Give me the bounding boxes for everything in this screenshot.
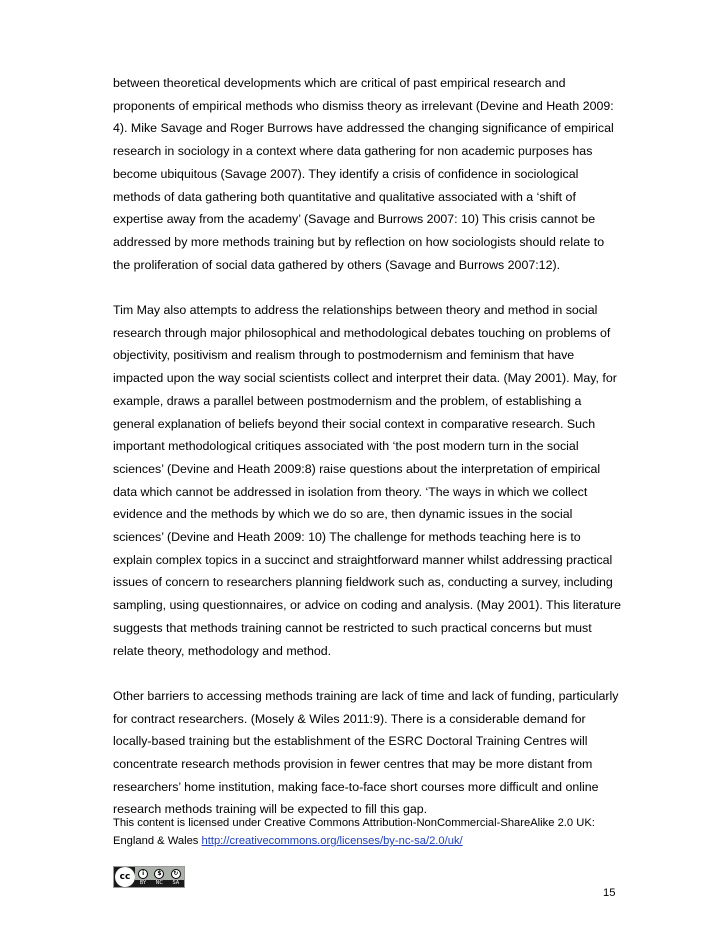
text-line: important methodological critiques associated with ‘the post modern turn in the social [113,439,579,454]
text-line: researchers’ home institution, making face-to-face short courses more difficult and online [113,779,599,794]
text-line: concentrate research methods provision in fewer centres that may be more distant from [113,757,593,772]
text-line: expertise away from the academy’ (Savage and Burrows 2007: 10) This crisis cannot be [113,212,596,227]
text-line: sciences’ (Devine and Heath 2009: 10) The challenge for methods teaching here is to [113,530,581,545]
cc-label-row [135,880,184,887]
license-prefix: England & Wales [113,835,202,847]
text-line: data which cannot be addressed in isolation from theory. ‘The ways in which we collect [113,484,588,499]
text-line: Tim May also attempts to address the relationships between theory and method in social [113,303,598,318]
paragraph-3 [113,685,633,821]
paragraph-1 [113,72,633,276]
cc-label-by: BY [139,880,147,886]
page-number: 15 [603,887,616,899]
text-line: relate theory, methodology and method. [113,643,332,658]
text-line: general explanation of beliefs beyond their social context in comparative research. Such [113,416,596,431]
cc-license-badge[interactable] [113,866,185,888]
text-line: objectivity, positivism and realism through to postmodernism and feminism that have [113,348,575,363]
text-line: methods of data gathering both quantitative and qualitative associated with a ‘shift of [113,189,576,204]
text-line: between theoretical developments which are critical of past empirical research and [113,76,566,90]
text-line: become ubiquitous (Savage 2007). They identify a crisis of confidence in sociological [113,166,579,181]
text-line: suggests that methods training cannot be restricted to such practical concerns but must [113,620,592,635]
license-text: This content is licensed under Creative Commons Attribution-NonCommercial-ShareAlike 2.0 UK: [113,817,595,829]
attribution-icon: i [138,869,148,879]
body-text [113,72,633,844]
text-line: for contract researchers. (Mosely & Wiles 2011:9). There is a considerable demand for [113,711,586,726]
cc-label-nc: NC [155,880,163,886]
text-line: locally-based training but the establishment of the ESRC Doctoral Training Centres will [113,734,588,749]
text-line: example, draws a parallel between postmodernism and the problem, of establishing a [113,393,582,408]
license-link[interactable]: http://creativecommons.org/licenses/by-nc-sa/2.0/uk/ [201,835,463,847]
text-line: Other barriers to accessing methods training are lack of time and lack of funding, particularly [113,688,619,703]
text-line: the proliferation of social data gathered by others (Savage and Burrows 2007:12). [113,257,561,272]
sharealike-icon: ↻ [171,869,181,879]
text-line: proponents of empirical methods who dismiss theory as irrelevant (Devine and Heath 2009: [113,98,614,113]
license-footer [113,814,633,850]
text-line: impacted upon the way social scientists collect and interpret their data. (May 2001). May, for [113,371,617,386]
cc-icon: cc [115,867,135,887]
paragraph-2 [113,299,633,662]
text-line: sampling, using questionnaires, or advice on coding and analysis. (May 2001). This literature [113,598,622,613]
text-line: explain complex topics in a succinct and straightforward manner whilst addressing practical [113,552,613,567]
text-line: research in sociology in a context where data gathering for non academic purposes has [113,144,593,159]
text-line: research through major philosophical and methodological debates touching on problems of [113,325,611,340]
noncommercial-icon: $ [154,869,164,879]
cc-badge-right [135,867,184,887]
license-text-line2 [113,832,633,850]
text-line: addressed by more methods training but by reflection on how sociologists should relate to [113,234,605,249]
text-line: issues of concern to researchers planning fieldwork such as, conducting a survey, including [113,575,613,590]
text-line: 4). Mike Savage and Roger Burrows have addressed the changing significance of empirical [113,121,614,136]
text-line: sciences’ (Devine and Heath 2009:8) raise questions about the interpretation of empirical [113,461,601,476]
cc-icon-row [135,867,184,880]
text-line: evidence and the methods by which we do so are, then dynamic issues in the social [113,507,573,522]
text-line: research methods training will be expected to fill this gap. [113,802,428,817]
cc-label-sa: SA [172,880,180,886]
